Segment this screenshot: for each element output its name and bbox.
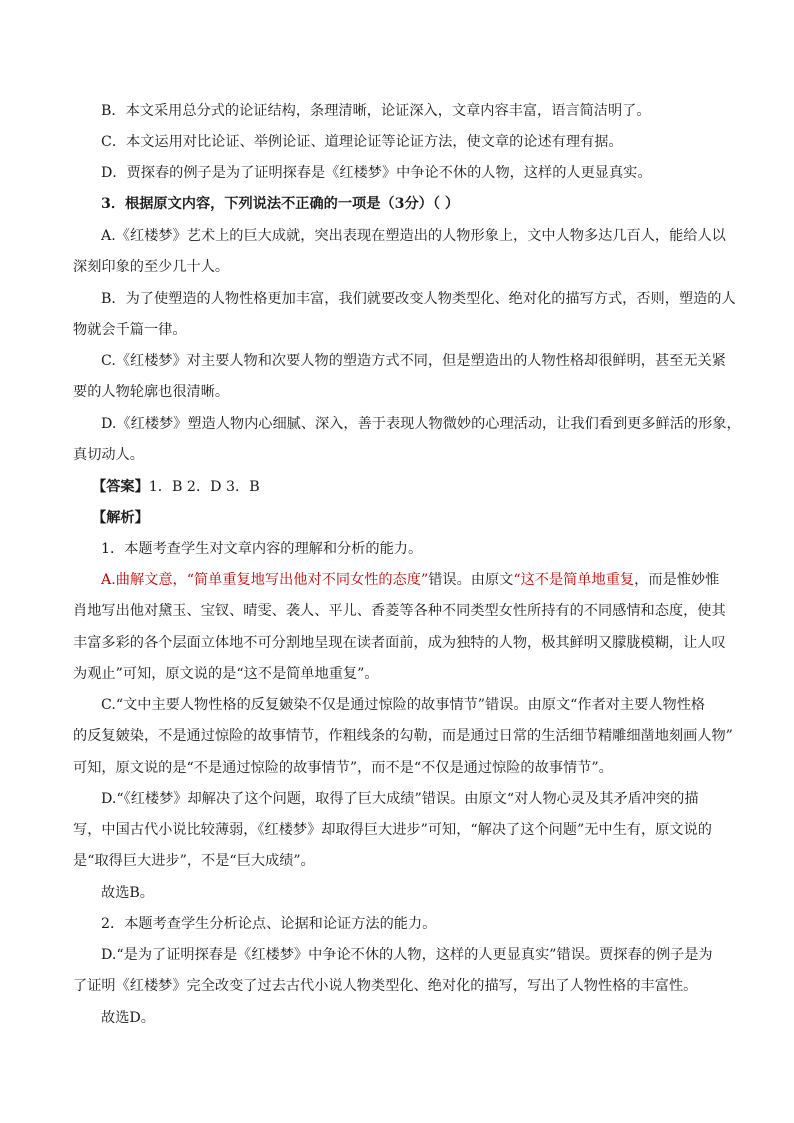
answer-line: [92, 478, 260, 496]
analysis-1-a-line1: [101, 571, 719, 589]
option-d-line: D．贾探春的例子是为了证明探春是《红楼梦》中争论不休的人物，这样的人更显真实。: [101, 165, 652, 181]
analysis-1-a-mid: 错误。由原文: [428, 572, 514, 588]
q3-option-c-line2: 要的人物轮廓也很清晰。: [73, 384, 230, 400]
option-b-line: B．本文采用总分式的论证结构，条理清晰，论证深入，文章内容丰富，语言简洁明了。: [101, 103, 651, 119]
analysis-2-conclusion: 故选D。: [101, 1010, 155, 1026]
analysis-1-d-line1: D.“《红楼梦》却解决了这个问题，取得了巨大成绩”错误。由原文“对人物心灵及其矛盾冲突的描: [101, 791, 699, 807]
analysis-1-conclusion: 故选B。: [101, 885, 154, 901]
analysis-1-d-line2: 写，中国古代小说比较薄弱，《红楼梦》却取得巨大进步”可知，“解决了这个问题”无中生有，原文说的: [73, 822, 712, 838]
option-c-line: C．本文运用对比论证、举例论证、道理论证等论证方法，使文章的论述有理有据。: [101, 134, 623, 150]
analysis-1-a-line2: 肖地写出他对黛玉、宝钗、晴雯、袭人、平儿、香菱等各种不同类型女性所持有的不同感情和态度，使其: [73, 603, 726, 619]
analysis-1-c-line2: 的反复皴染，不是通过惊险的故事情节，作粗线条的勾勒，而是通过日常的生活细节精雕细凿地刻画人物”: [73, 728, 733, 744]
q3-option-a-line1: A.《红楼梦》艺术上的巨大成就，突出表现在塑造出的人物形象上，文中人物多达几百人，能给人以: [101, 228, 726, 244]
analysis-1-intro: 1．本题考查学生对文章内容的理解和分析的能力。: [101, 541, 423, 557]
q3-option-d-line2: 真切动人。: [73, 447, 144, 463]
analysis-1-d-line3: 是“取得巨大进步”，不是“巨大成绩”。: [73, 853, 315, 869]
analysis-1-a-source: “这不是简单地重复: [513, 572, 635, 588]
q3-option-c-line1: C.《红楼梦》对主要人物和次要人物的塑造方式不同，但是塑造出的人物性格却很鲜明，甚至无关紧: [101, 353, 726, 369]
q3-option-d-line1: D.《红楼梦》塑造人物内心细腻、深入，善于表现人物微妙的心理活动，让我们看到更多鲜活的形象，: [101, 416, 741, 432]
analysis-1-a-lead: A.曲解文意，: [101, 572, 187, 588]
analysis-1-a-tail: ，而是惟妙惟: [634, 572, 720, 588]
analysis-1-c-line3: 可知，原文说的是“不是通过惊险的故事情节”，而不是“不仅是通过惊险的故事情节”。: [73, 760, 613, 776]
analysis-1-a-line3: 丰富多彩的各个层面立体地不可分割地呈现在读者面前，成为独特的人物，极其鲜明又朦胧模糊，让人叹: [73, 635, 726, 651]
analysis-1-c-line1: C.“文中主要人物性格的反复皴染不仅是通过惊险的故事情节”错误。由原文“作者对主要人物性格: [101, 697, 706, 713]
analysis-2-d-line2: 了证明《红楼梦》完全改变了过去古代小说人物类型化、绝对化的描写，写出了人物性格的丰富性。: [73, 978, 698, 994]
q3-option-a-line2: 深刻印象的至少几十人。: [73, 259, 230, 275]
analysis-1-a-line4: 为观止”可知，原文说的是“这不是简单地重复”。: [73, 666, 379, 682]
q3-option-b-line1: B．为了使塑造的人物性格更加丰富，我们就要改变人物类型化、绝对化的描写方式，否则，塑造的人: [101, 291, 736, 307]
analysis-2-intro: 2．本题考查学生分析论点、论据和论证方法的能力。: [101, 916, 437, 932]
q3-option-b-line2: 物就会千篇一律。: [73, 322, 187, 338]
analysis-1-a-quote: “简单重复地写出他对不同女性的态度”: [186, 572, 429, 588]
answer-values: 1．B 2．D 3．B: [148, 479, 260, 495]
question-3-heading: 3．根据原文内容，下列说法不正确的一项是（3分）（ ）: [101, 196, 460, 212]
analysis-2-d-line1: D.“是为了证明探春是《红楼梦》中争论不休的人物，这样的人更显真实”错误。贾探春的例子是为: [101, 947, 713, 963]
analysis-label: 【解析】: [92, 510, 149, 526]
answer-label: 【答案】: [92, 479, 149, 495]
